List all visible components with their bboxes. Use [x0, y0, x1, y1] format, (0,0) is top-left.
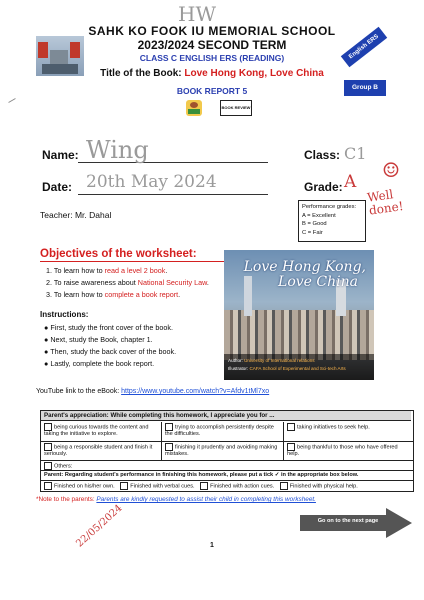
checkbox[interactable] — [280, 482, 288, 490]
book-title: Love Hong Kong, Love China — [184, 68, 324, 79]
illustrator-line: Illustrator: CAFA School of Experimental and Sci-tech Arts — [228, 366, 346, 371]
youtube-line — [36, 388, 269, 395]
cover-title: Love Hong Kong, Love China — [243, 259, 366, 290]
instruction-item: ● First, study the front cover of the book. — [44, 323, 173, 332]
table-cell: finishing it prudently and avoiding making mistakes. — [165, 444, 278, 458]
performance-c: C = Fair — [302, 229, 323, 236]
group-badge: Group B — [344, 80, 386, 96]
table-cell: being thankful to those who have offered help. — [287, 444, 398, 458]
handwritten-hw-mark: HW — [178, 2, 216, 26]
book-title-label: Title of the Book: — [100, 68, 182, 79]
instructions-list — [44, 322, 176, 370]
instruction-item: ● Lastly, complete the book report. — [44, 359, 155, 368]
parent-appreciation-table — [40, 410, 414, 492]
checkbox[interactable] — [287, 443, 295, 451]
checkbox[interactable] — [44, 462, 52, 470]
parent-note — [36, 496, 316, 503]
author-line: Author: University of International relations — [228, 358, 315, 363]
objectives-title: Objectives of the worksheet: — [40, 248, 197, 260]
checkbox[interactable] — [44, 443, 52, 451]
performance-b: B = Good — [302, 221, 327, 227]
instructions-title: Instructions: — [40, 310, 89, 319]
checkbox[interactable] — [120, 482, 128, 490]
youtube-label: YouTube link to the eBook: — [36, 388, 120, 395]
divider-mark — [8, 98, 15, 103]
page-number: 1 — [210, 542, 214, 549]
english-ers-ribbon: English ERS — [341, 27, 387, 68]
table-cell: trying to accomplish persistently despite the difficulties. — [165, 424, 274, 438]
objectives-underline — [40, 261, 240, 262]
performance-options: Finished on his/her own. Finished with verbal cues. Finished with action cues. Finished with physical help. — [44, 482, 358, 490]
teacher: Teacher: Mr. Dahal — [40, 210, 112, 220]
objective-item: 1. To learn how to read a level 2 book. — [46, 266, 168, 275]
book-title-line — [0, 68, 424, 79]
cover-credits — [224, 354, 374, 380]
objective-item: 3. To learn how to complete a book report. — [46, 290, 181, 299]
date-line — [78, 194, 268, 195]
book-cover-image — [224, 250, 374, 380]
date-label: Date: — [42, 180, 73, 194]
handwritten-grade: A — [344, 172, 357, 192]
grade-label: Grade: — [304, 180, 343, 194]
checkbox[interactable] — [44, 423, 52, 431]
objective-item: 2. To raise awareness about National Security Law. — [46, 278, 209, 287]
handwritten-date: 20th May 2024 — [86, 172, 217, 192]
handwritten-name: Wing — [86, 136, 149, 164]
objectives-list — [46, 265, 209, 301]
report-number: BOOK REPORT 5 — [176, 86, 248, 96]
next-page-label: Go on to the next page — [317, 518, 379, 524]
book-review-icon: BOOK REVIEW — [220, 100, 252, 116]
reading-child-icon — [186, 100, 202, 116]
note-text: Parents are kindly requested to assist their child in completing this worksheet. — [96, 496, 316, 503]
parent-signature: 22/05/2024 — [74, 502, 125, 550]
handwritten-class: C1 — [344, 144, 367, 163]
table-cell: being a responsible student and finish it seriously. — [44, 444, 153, 458]
performance-a: A = Excellent — [302, 212, 336, 219]
checkbox[interactable] — [44, 482, 52, 490]
next-page-button[interactable] — [300, 508, 412, 538]
name-label: Name: — [42, 148, 79, 162]
performance-title: Performance grades: — [302, 204, 357, 210]
school-name: SAHK KO FOOK IU MEMORIAL SCHOOL — [88, 24, 336, 38]
handwritten-smiley: ☺ — [382, 158, 400, 182]
checkbox[interactable] — [165, 443, 173, 451]
class-line: CLASS C ENGLISH ERS (READING) — [139, 53, 285, 63]
note-label: *Note to the parents: — [36, 496, 95, 503]
checkbox[interactable] — [287, 423, 295, 431]
table-header: Parent's appreciation: While completing this homework, I appreciate you for ... — [41, 411, 411, 421]
performance-grades-box — [298, 200, 366, 242]
table-cell: being curious towards the content and taking the initiative to explore. — [44, 424, 149, 438]
checkbox[interactable] — [165, 423, 173, 431]
table-cell: taking initiatives to seek help. — [287, 423, 407, 431]
handwritten-comment: Well done! — [366, 187, 405, 218]
youtube-link[interactable]: https://www.youtube.com/watch?v=Afdv1tMl7xo — [121, 388, 270, 395]
regarding-text: Parent: Regarding student's performance in finishing this homework, please put a tick ✓ in the appropriate box below. — [44, 472, 359, 478]
instruction-item: ● Then, study the back cover of the book. — [44, 347, 177, 356]
skyline-block — [224, 310, 374, 360]
checkbox[interactable] — [200, 482, 208, 490]
instruction-item: ● Next, study the Book, chapter 1. — [44, 335, 153, 344]
term: 2023/2024 SECOND TERM — [137, 38, 287, 52]
others-cell: Others: — [44, 462, 72, 470]
class-label: Class: — [304, 148, 341, 162]
